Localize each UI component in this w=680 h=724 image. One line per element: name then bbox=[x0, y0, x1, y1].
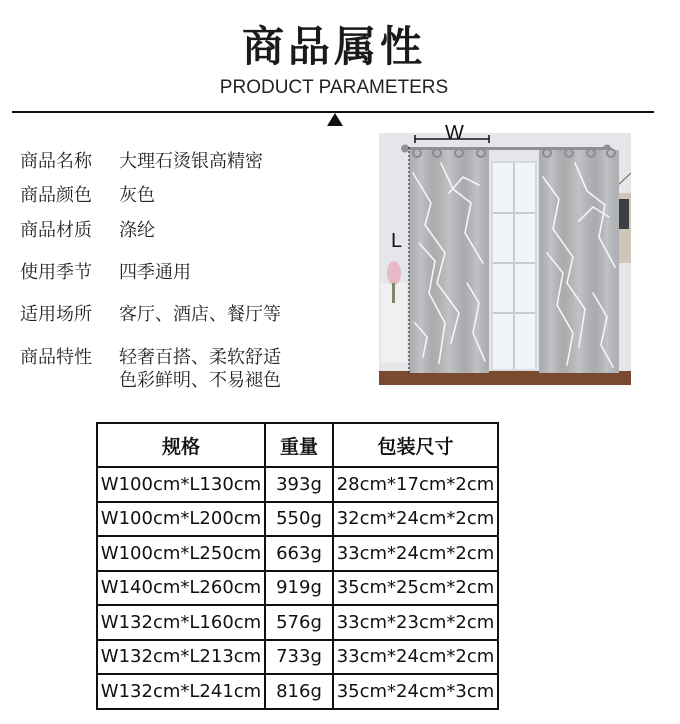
cell-spec: W100cm*L200cm bbox=[97, 502, 265, 537]
attr-key: 使用季节 bbox=[20, 262, 92, 283]
attr-key: 商品颜色 bbox=[20, 185, 92, 206]
spec-table bbox=[96, 422, 499, 710]
page-title-cn: 商品属性 bbox=[241, 22, 426, 71]
divider-triangle-marker bbox=[327, 113, 343, 126]
cell-spec: W100cm*L130cm bbox=[97, 467, 265, 502]
cell-weight: 663g bbox=[265, 536, 333, 571]
attr-color bbox=[20, 184, 155, 208]
cell-package-size: 28cm*17cm*2cm bbox=[333, 467, 498, 502]
attr-product-name bbox=[20, 150, 263, 174]
attr-value: 大理石烫银高精密 bbox=[119, 151, 263, 172]
attr-value-line2: 色彩鲜明、不易褪色 bbox=[119, 370, 281, 391]
header-package-size: 包装尺寸 bbox=[333, 423, 498, 467]
table-row bbox=[97, 674, 498, 709]
length-dimension-label: L bbox=[391, 230, 403, 252]
attr-key: 适用场所 bbox=[20, 304, 92, 325]
table-row bbox=[97, 467, 498, 502]
cell-package-size: 33cm*24cm*2cm bbox=[333, 536, 498, 571]
attr-venue bbox=[20, 303, 281, 327]
cell-package-size: 35cm*25cm*2cm bbox=[333, 571, 498, 606]
cell-spec: W132cm*L160cm bbox=[97, 605, 265, 640]
table-row bbox=[97, 640, 498, 675]
cell-package-size: 32cm*24cm*2cm bbox=[333, 502, 498, 537]
cell-spec: W132cm*L213cm bbox=[97, 640, 265, 675]
cell-weight: 919g bbox=[265, 571, 333, 606]
cell-spec: W140cm*L260cm bbox=[97, 571, 265, 606]
table-row bbox=[97, 536, 498, 571]
table-row bbox=[97, 571, 498, 606]
cell-weight: 393g bbox=[265, 467, 333, 502]
cell-spec: W100cm*L250cm bbox=[97, 536, 265, 571]
page-title-en: PRODUCT PARAMETERS bbox=[219, 77, 449, 98]
cell-package-size: 33cm*23cm*2cm bbox=[333, 605, 498, 640]
table-row bbox=[97, 605, 498, 640]
attr-value: 涤纶 bbox=[119, 220, 155, 241]
table-header-row bbox=[97, 423, 498, 467]
cell-package-size: 35cm*24cm*3cm bbox=[333, 674, 498, 709]
attr-key: 商品特性 bbox=[20, 347, 92, 368]
attr-season bbox=[20, 261, 191, 285]
attr-features bbox=[20, 346, 281, 391]
product-photo bbox=[379, 133, 631, 385]
header-weight: 重量 bbox=[265, 423, 333, 467]
attr-key: 商品材质 bbox=[20, 220, 92, 241]
cell-weight: 576g bbox=[265, 605, 333, 640]
header-spec: 规格 bbox=[97, 423, 265, 467]
attr-value: 客厅、酒店、餐厅等 bbox=[119, 304, 281, 325]
attr-key: 商品名称 bbox=[20, 151, 92, 172]
cell-weight: 733g bbox=[265, 640, 333, 675]
cell-spec: W132cm*L241cm bbox=[97, 674, 265, 709]
attr-value: 四季通用 bbox=[119, 262, 191, 283]
width-dimension-label: W bbox=[445, 122, 464, 144]
attr-value: 轻奢百搭、柔软舒适 bbox=[119, 347, 281, 368]
table-row bbox=[97, 502, 498, 537]
attr-value: 灰色 bbox=[119, 185, 155, 206]
cell-package-size: 33cm*24cm*2cm bbox=[333, 640, 498, 675]
cell-weight: 816g bbox=[265, 674, 333, 709]
cell-weight: 550g bbox=[265, 502, 333, 537]
attr-material bbox=[20, 219, 155, 243]
